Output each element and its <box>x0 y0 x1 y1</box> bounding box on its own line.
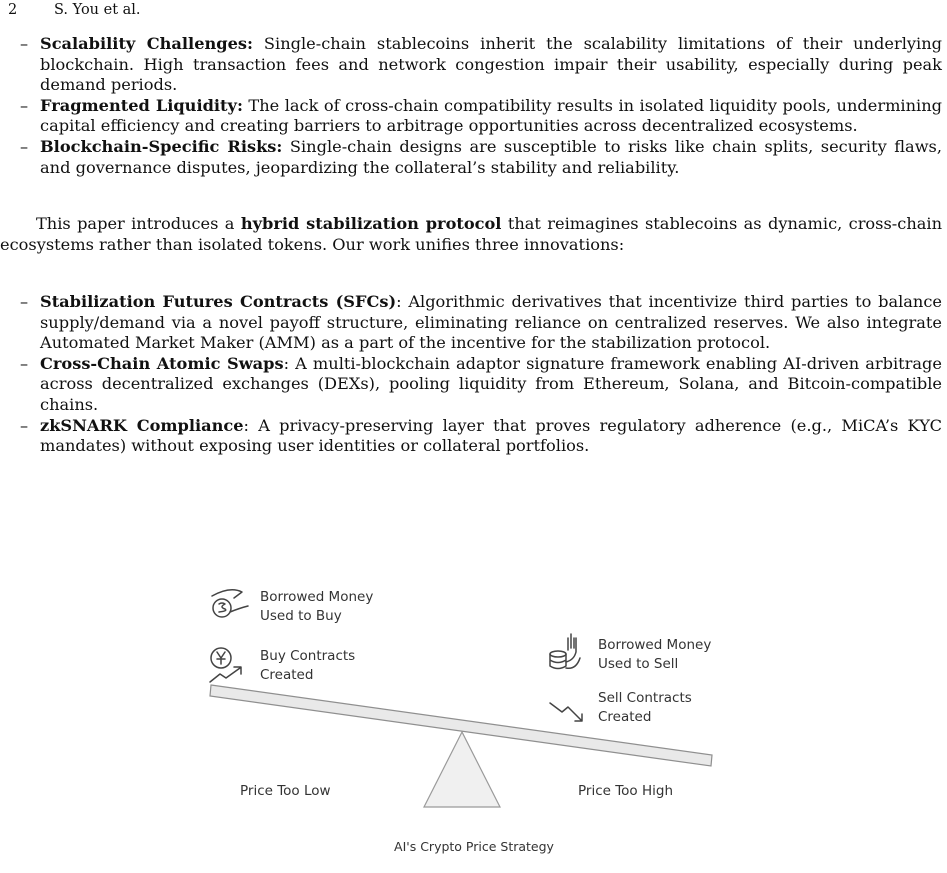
label-borrowed-money-buy-2: Used to Buy <box>260 608 342 624</box>
innovations-list <box>20 292 942 457</box>
figure-caption: AI's Crypto Price Strategy <box>394 839 554 854</box>
list-item-term: Stabilization Futures Contracts (SFCs) <box>40 292 397 311</box>
trend-down-icon <box>550 703 582 721</box>
list-item-term: zkSNARK Compliance <box>40 415 244 435</box>
intro-text-1: This paper introduces a <box>36 214 241 233</box>
list-item-text: Single-chain stablecoins inherit the scalability limitations of their underlying blockchain. High transaction fees and network congestion impair their usability, especially during peak demand periods. <box>40 34 942 95</box>
fulcrum-triangle <box>424 732 500 807</box>
list-item-text: : A multi-blockchain adaptor signature framework enabling AI-driven arbitrage across decentralized exchanges (DEXs), pooling liquidity from Ethereum, Solana, and Bitcoin-compatible chains. <box>40 353 943 414</box>
intro-text-2: that reimagines stablecoins as dynamic, cross-chain ecosystems rather than isolated tokens. Our work unifies three innovations: <box>0 214 943 254</box>
intro-bold: hybrid stabilization protocol <box>240 214 502 233</box>
label-sell-contracts-2: Created <box>598 709 652 725</box>
list-item-text: Single-chain designs are susceptible to risks like chain splits, security flaws, and governance disputes, jeopardizing the collateral’s stability and reliability. <box>40 136 942 177</box>
list-item-text: : Algorithmic derivatives that incentivize third parties to balance supply/demand via a novel payoff structure, eliminating reliance on centralized reserves. We also integrate Automated Market Maker (AMM) as a part of the incentive for the stabilization protocol. <box>40 292 942 353</box>
page-number: 2 <box>8 2 18 18</box>
list-item-term: Fragmented Liquidity: <box>40 95 243 115</box>
list-item: – zkSNARK Compliance: A privacy-preserving layer that proves regulatory adherence (e.g., MiCA’s KYC mandates) without exposing user identities or collateral portfolios. <box>20 415 942 456</box>
list-item: – Blockchain-Specific Risks: Single-chain designs are susceptible to risks like chain splits, security flaws, and governance disputes, jeopardizing the collateral’s stability and reliability. <box>20 136 942 177</box>
running-header <box>8 0 141 20</box>
label-sell-contracts-1: Sell Contracts <box>598 690 692 706</box>
list-item: – Scalability Challenges: Single-chain stablecoins inherit the scalability limitations of their underlying blockchain. High transaction fees and network congestion impair their usability, especially during peak demand periods. <box>20 34 942 95</box>
list-item: – Stabilization Futures Contracts (SFCs): Algorithmic derivatives that incentivize third parties to balance supply/demand via a novel payoff structure, eliminating reliance on centralized reserves. We also integrate Automated Market Maker (AMM) as a part of the incentive for the stabilization protocol. <box>20 292 942 353</box>
list-item-text: The lack of cross-chain compatibility results in isolated liquidity pools, undermining capital efficiency and creating barriers to arbitrage opportunities across decentralized ecosystems. <box>40 95 942 136</box>
list-item-term: Cross-Chain Atomic Swaps <box>40 353 284 373</box>
list-item: – Cross-Chain Atomic Swaps: A multi-blockchain adaptor signature framework enabling AI-driven arbitrage across decentralized exchanges (DEXs), pooling liquidity from Ethereum, Solana, and Bitcoin-compatible chains. <box>20 353 943 414</box>
list-item-term: Scalability Challenges: <box>40 34 253 53</box>
coins-hand-icon <box>550 634 580 669</box>
label-price-too-low: Price Too Low <box>240 783 331 799</box>
label-price-too-high: Price Too High <box>578 783 674 799</box>
running-authors: S. You et al. <box>54 2 141 18</box>
list-item-term: Blockchain-Specific Risks: <box>40 136 283 156</box>
label-borrowed-money-sell-2: Used to Sell <box>598 656 679 672</box>
money-hand-icon <box>212 590 248 617</box>
challenges-list <box>20 34 942 178</box>
intro-paragraph <box>0 213 942 255</box>
label-buy-contracts-1: Buy Contracts <box>260 648 356 664</box>
list-item-text: : A privacy-preserving layer that proves regulatory adherence (e.g., MiCA’s KYC mandates) without exposing user identities or collateral portfolios. <box>40 415 942 456</box>
seesaw-figure <box>0 560 947 873</box>
yen-growth-icon <box>210 648 241 682</box>
list-item: – Fragmented Liquidity: The lack of cross-chain compatibility results in isolated liquidity pools, undermining capital efficiency and creating barriers to arbitrage opportunities across decentralized ecosystems. <box>20 95 942 136</box>
label-borrowed-money-buy-1: Borrowed Money <box>260 589 374 605</box>
label-buy-contracts-2: Created <box>260 667 314 683</box>
label-borrowed-money-sell-1: Borrowed Money <box>598 637 712 653</box>
